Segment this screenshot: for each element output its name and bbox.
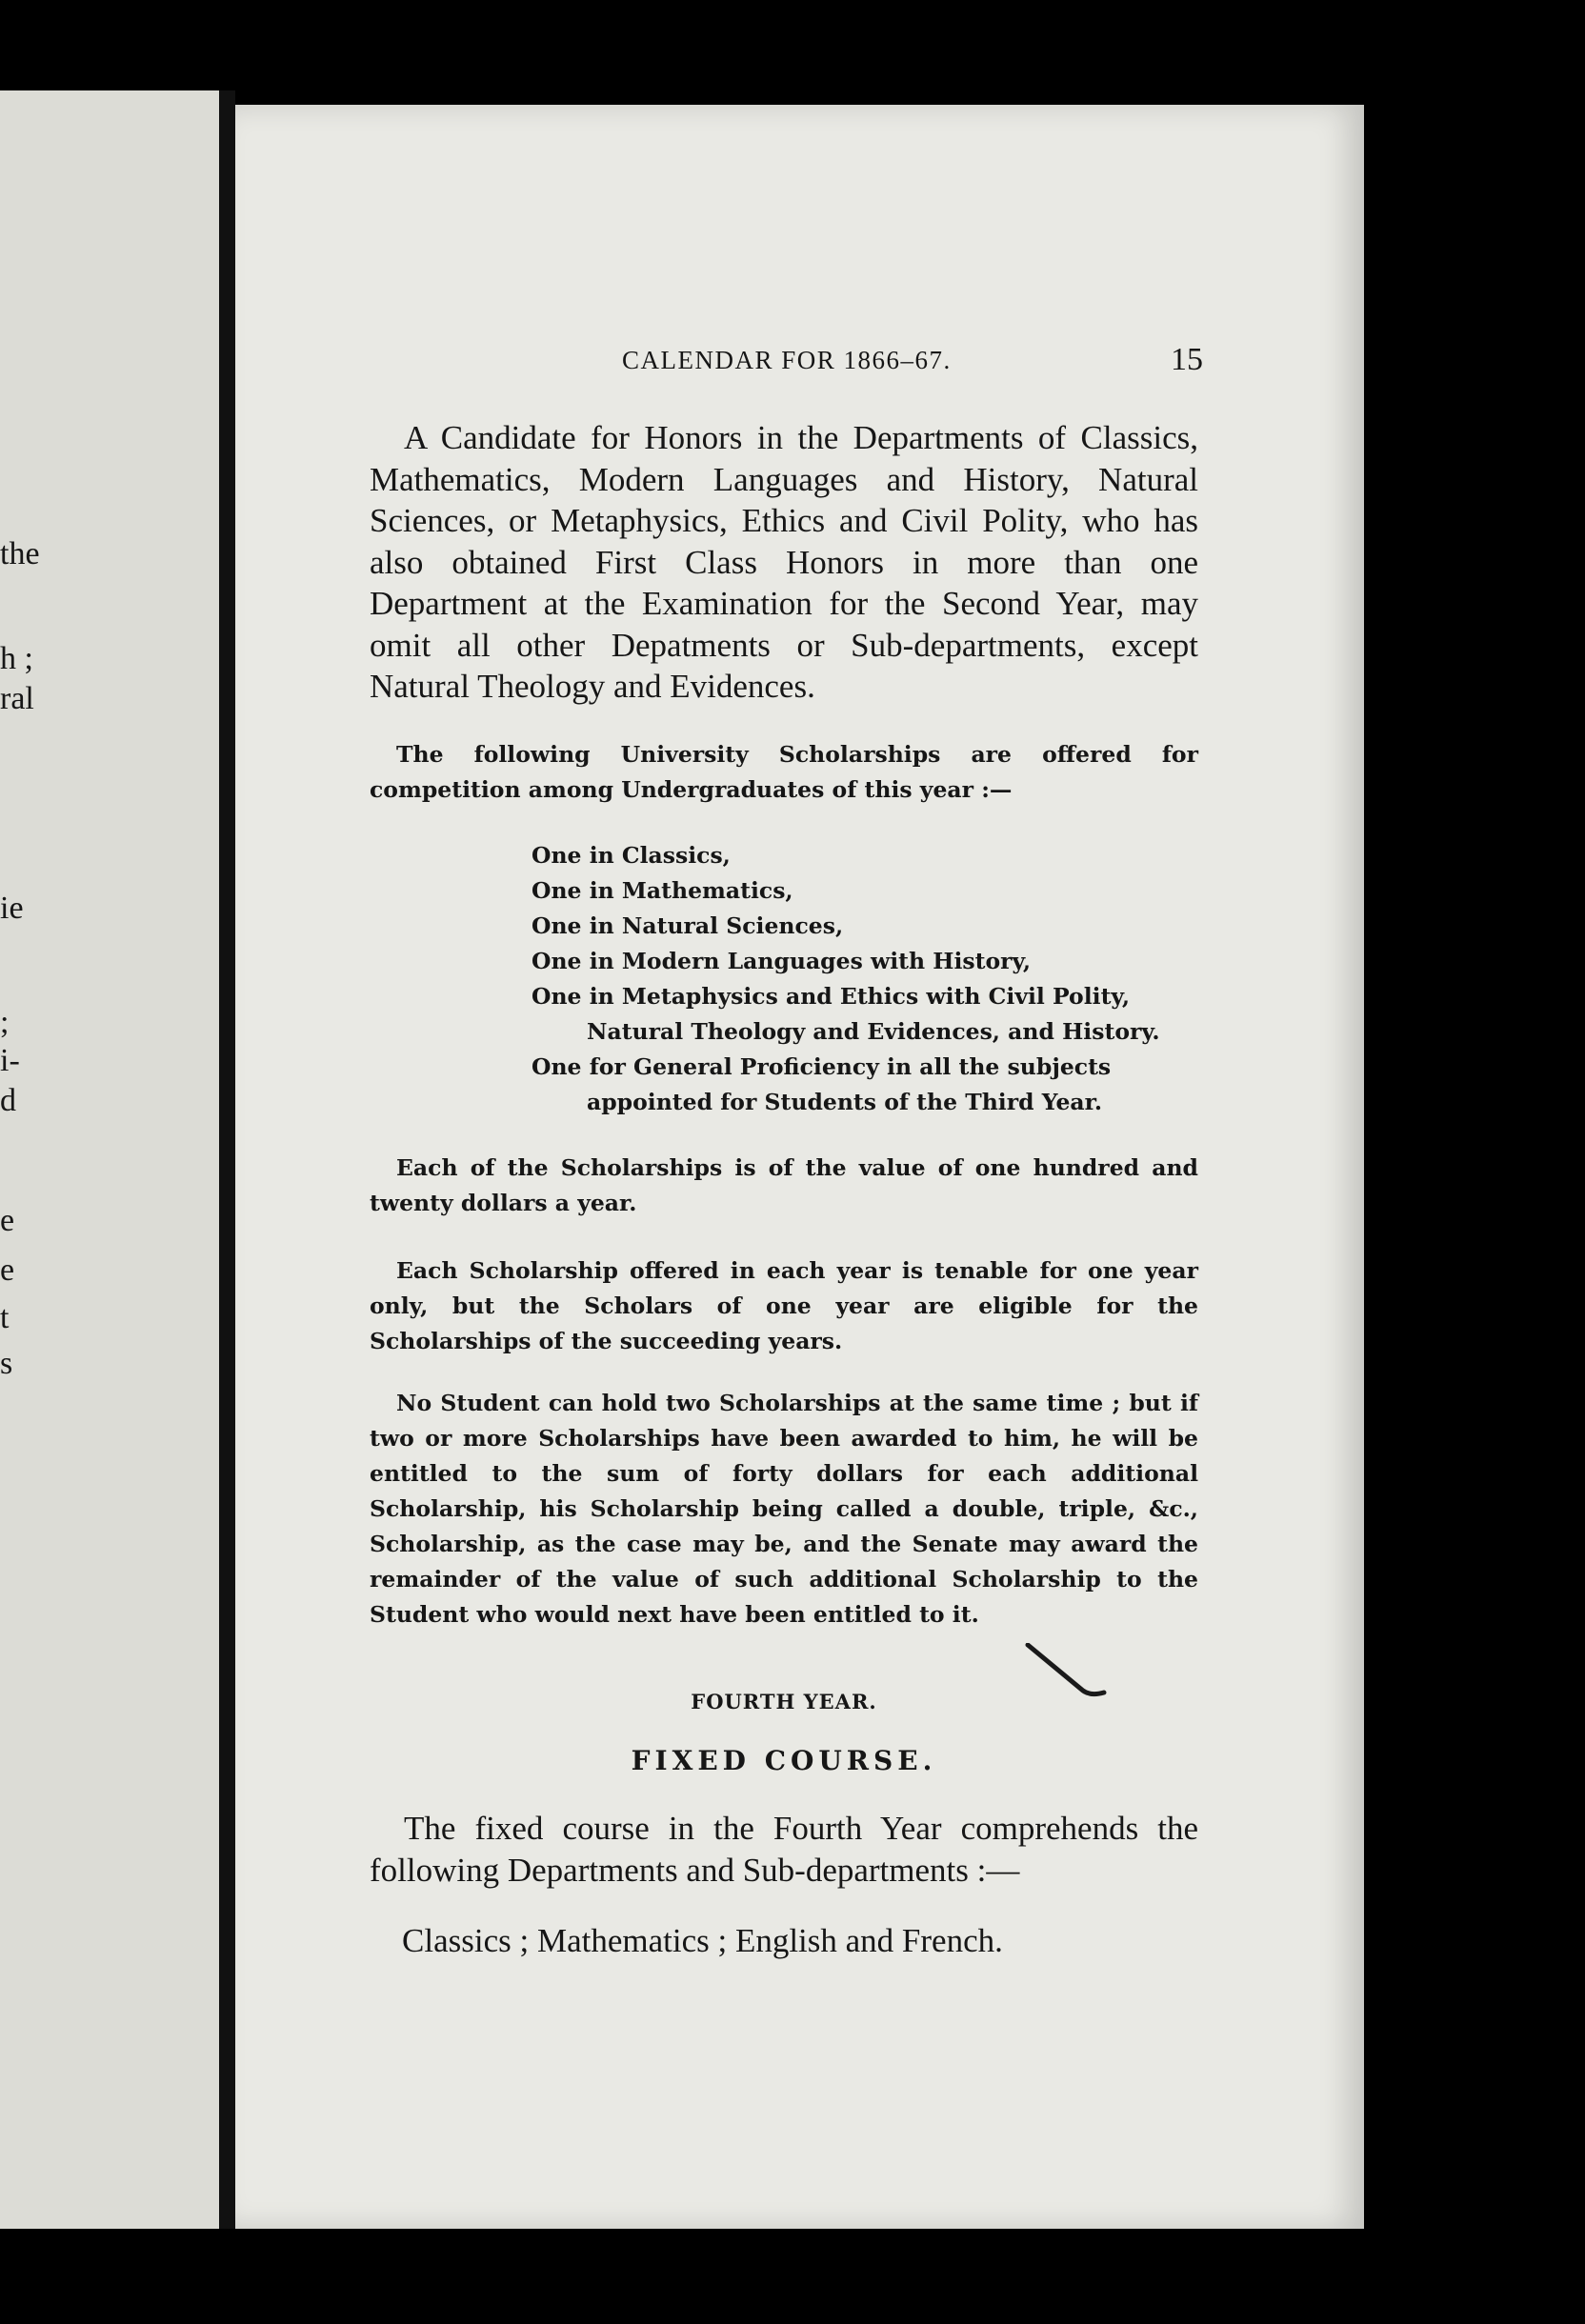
facing-page-fragment: d bbox=[0, 1083, 16, 1118]
facing-page-fragment: the bbox=[0, 536, 40, 571]
value-block bbox=[370, 1151, 1198, 1221]
honors-paragraph-block bbox=[370, 417, 1198, 708]
running-header bbox=[370, 342, 1203, 384]
scholarships-intro-paragraph: The following University Scholarships are offered for competition among Undergraduates of this year :— bbox=[370, 741, 1198, 803]
no-student-block bbox=[370, 1386, 1198, 1633]
facing-page-fragment: ; bbox=[0, 1005, 10, 1040]
subjects-line: Classics ; Mathematics ; English and French. bbox=[402, 1922, 1003, 1959]
list-item: One in Metaphysics and Ethics with Civil Polity, Natural Theology and Evidences, and History. bbox=[532, 983, 1160, 1045]
facing-page-edge bbox=[0, 90, 219, 2229]
list-item: One in Modern Languages with History, bbox=[532, 948, 1032, 974]
section-heading-fixed-course: FIXED COURSE. bbox=[631, 1745, 937, 1776]
tenable-paragraph: Each Scholarship offered in each year is tenable for one year only, but the Scholars of one year are eligible for the Scholarships of the succeeding years. bbox=[370, 1257, 1198, 1354]
honors-paragraph: A Candidate for Honors in the Departments of Classics, Mathematics, Modern Languages and History, Natural Sciences, or Metaphysics, Ethics and Civil Polity, who has also obtained First Class Honors in more than one Department at the Examination for the Second Year, may omit all other Depatments or Sub-departments, except Natural Theology and Evidences. bbox=[370, 419, 1198, 705]
section-heading-fourth-year: FOURTH YEAR. bbox=[691, 1690, 877, 1713]
facing-page-fragment: s bbox=[0, 1346, 13, 1381]
list-item: One in Natural Sciences, bbox=[532, 912, 844, 939]
list-item: One for General Proficiency in all the subjects appointed for Students of the Third Year. bbox=[532, 1053, 1112, 1115]
page-number: 15 bbox=[1171, 342, 1203, 377]
tenable-block bbox=[370, 1253, 1198, 1359]
value-paragraph: Each of the Scholarships is of the value of one hundred and twenty dollars a year. bbox=[370, 1154, 1198, 1216]
facing-page-fragment: i- bbox=[0, 1043, 20, 1078]
fixed-course-block bbox=[370, 1808, 1198, 1891]
book-gutter bbox=[219, 90, 235, 2229]
scholarship-list bbox=[532, 838, 1198, 1120]
fixed-course-paragraph: The fixed course in the Fourth Year comprehends the following Departments and Sub-departments :— bbox=[370, 1810, 1198, 1889]
scholarships-intro-block bbox=[370, 737, 1198, 808]
facing-page-fragment: e bbox=[0, 1252, 15, 1288]
facing-page-fragment: h ; bbox=[0, 641, 33, 676]
list-item: One in Classics, bbox=[532, 842, 731, 869]
facing-page-fragment: ie bbox=[0, 891, 24, 926]
facing-page-fragment: t bbox=[0, 1300, 10, 1335]
list-item: One in Mathematics, bbox=[532, 877, 793, 904]
facing-page-fragment: e bbox=[0, 1203, 15, 1238]
running-title: CALENDAR FOR 1866–67. bbox=[622, 346, 952, 374]
facing-page-fragment: ral bbox=[0, 681, 34, 716]
no-student-paragraph: No Student can hold two Scholarships at the same time ; but if two or more Scholarships have been awarded to him, he will be entitled to the sum of forty dollars for each additional Scholarship, his Scholarship being called a double, triple, &c., Scholarship, as the case may be, and the Senate may award the remainder of the value of such additional Scholarship to the Student who would next have been entitled to it. bbox=[370, 1390, 1198, 1628]
